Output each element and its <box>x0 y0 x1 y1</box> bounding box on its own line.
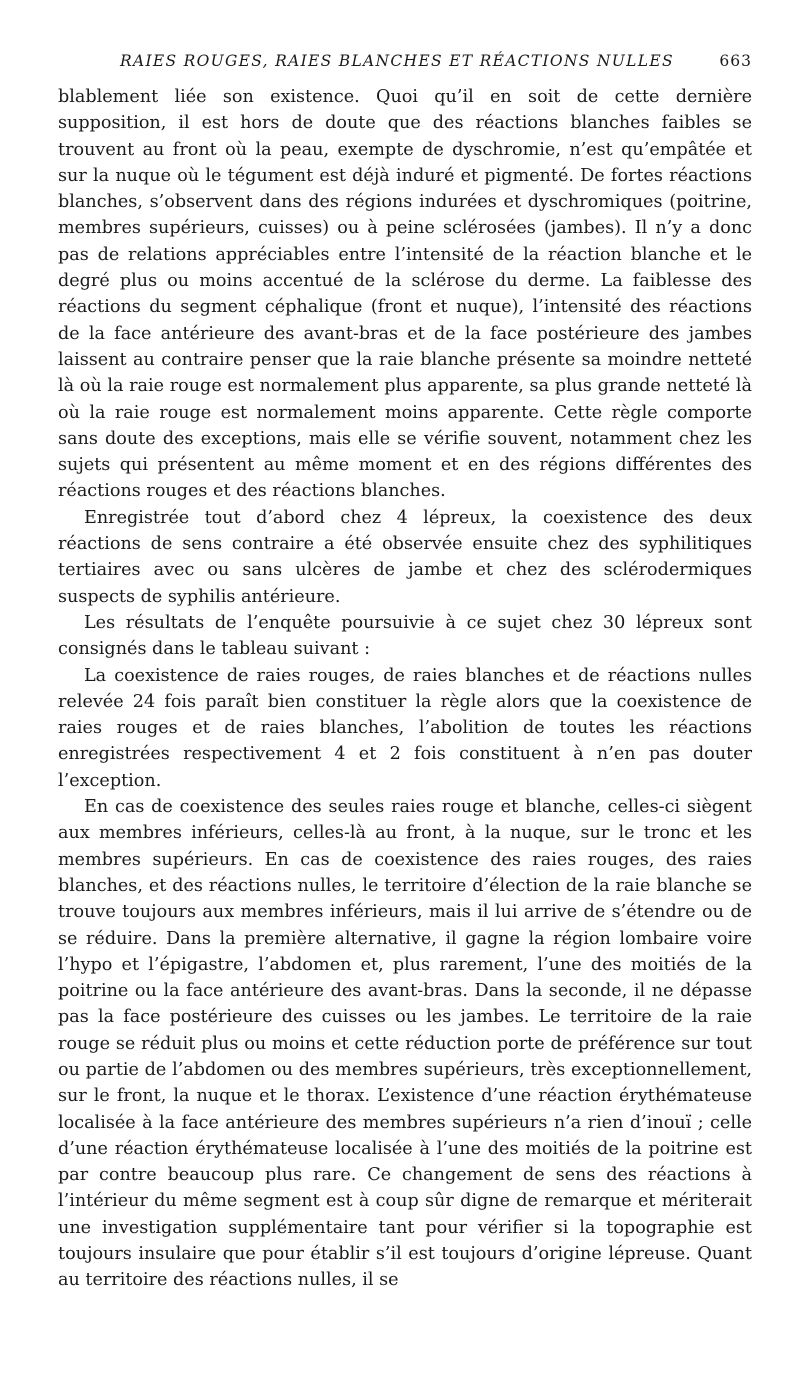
paragraph: La coexistence de raies rouges, de raies blanches et de réactions nulles relevée 24 fois paraît bien constituer la règle alors que la coexistence de raies rouges et de raies blanches, l’abolition de toutes les réactions enregistrées respectivement 4 et 2 fois constituent à n’en pas douter l’exception. <box>58 665 752 791</box>
paragraph-continuation: blablement liée son existence. Quoi qu’il en soit de cette dernière supposition, il est hors de doute que des réactions blanches faibles se trouvent au front où la peau, exempte de dyschromie, n’est qu’empâtée et sur la nuque où le tégument est déjà induré et pigmenté. De fortes réactions blanches, s’observent dans des régions indurées et dyschromiques (poitrine, membres supérieurs, cuisses) ou à peine sclérosées (jambes). Il n’y a donc pas de relations appréciables entre l’intensité de la réaction blanche et le degré plus ou moins accentué de la sclérose du derme. La faiblesse des réactions du segment céphalique (front et nuque), l’intensité des réactions de la face antérieure des avant-bras et de la face postérieure des jambes laissent au contraire penser que la raie blanche présente sa moindre netteté là où la raie rouge est normalement plus apparente, sa plus grande netteté là où la raie rouge est normalement moins apparente. Cette règle comporte sans doute des exceptions, mais elle se vérifie souvent, notamment chez les sujets qui présentent au même moment et en des régions différentes des réactions rouges et des réactions blanches. <box>58 87 752 502</box>
body-text <box>58 84 752 1294</box>
paragraph: En cas de coexistence des seules raies rouge et blanche, celles-ci siègent aux membres inférieurs, celles-là au front, à la nuque, sur le tronc et les membres supérieurs. En cas de coexistence des raies rouges, des raies blanches, et des réactions nulles, le territoire d’élection de la raie blanche se trouve toujours aux membres inférieurs, mais il lui arrive de s’étendre ou de se réduire. Dans la première alternative, il gagne la région lombaire voire l’hypo et l’épigastre, l’abdomen et, plus rarement, l’une des moitiés de la poitrine ou la face antérieure des avant-bras. Dans la seconde, il ne dépasse pas la face postérieure des cuisses ou les jambes. Le territoire de la raie rouge se réduit plus ou moins et cette réduction porte de préférence sur tout ou partie de l’abdomen ou des membres supérieurs, très exceptionnellement, sur le front, la nuque et le thorax. L’existence d’une réaction érythémateuse localisée à la face antérieure des membres supérieurs n’a rien d’inouï ; celle d’une réaction érythémateuse localisée à l’une des moitiés de la poitrine est par contre beaucoup plus rare. Ce changement de sens des réactions à l’intérieur du même segment est à coup sûr digne de remarque et mériterait une investigation supplémentaire tant pour vérifier si la topographie est toujours insulaire que pour établir s’il est toujours d’origine lépreuse. Quant au territoire des réactions nulles, il se <box>58 797 752 1291</box>
running-header <box>58 48 752 78</box>
page-number: 663 <box>719 52 752 70</box>
paragraph: Les résultats de l’enquête poursuivie à ce sujet chez 30 lépreux sont consignés dans le tableau suivant : <box>58 612 752 660</box>
running-title: RAIES ROUGES, RAIES BLANCHES ET RÉACTIONS NULLES <box>120 52 674 70</box>
document-page <box>58 48 752 1294</box>
paragraph: Enregistrée tout d’abord chez 4 lépreux, la coexistence des deux réactions de sens contraire a été observée ensuite chez des syphilitiques tertiaires avec ou sans ulcères de jambe et chez des sclérodermiques suspects de syphilis antérieure. <box>58 507 752 607</box>
